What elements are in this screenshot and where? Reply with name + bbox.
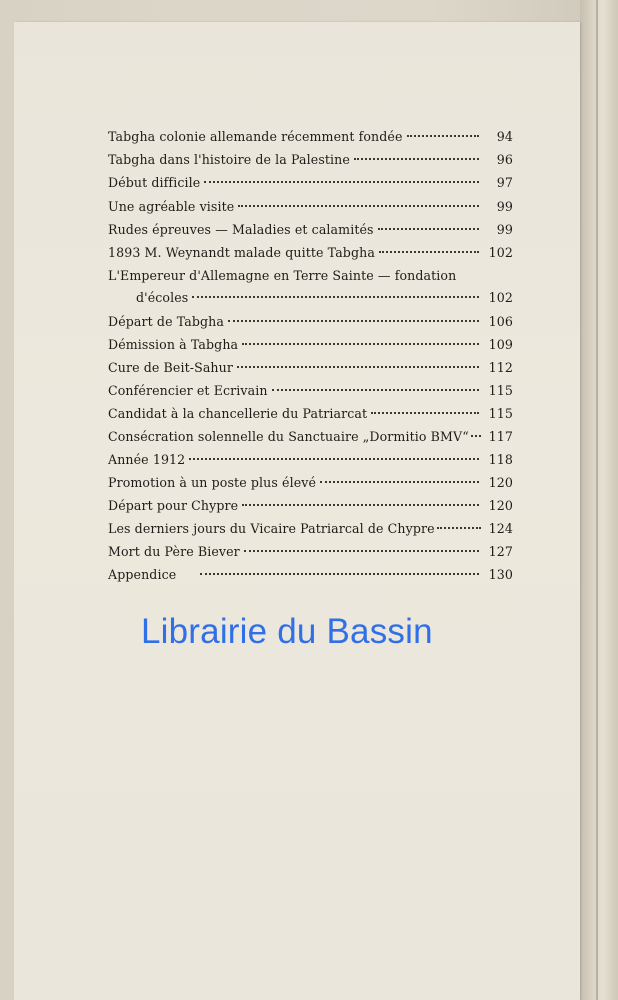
toc-entry-page: 115 — [488, 383, 513, 398]
toc-entry-page: 118 — [488, 452, 513, 467]
leader-dots — [471, 435, 481, 437]
toc-entry — [108, 175, 513, 191]
toc-entry — [108, 337, 513, 353]
toc-entry — [108, 360, 513, 376]
toc-entry-page: 99 — [496, 199, 513, 214]
toc-entry-page: 127 — [488, 544, 513, 559]
toc-entry — [108, 406, 513, 422]
toc-entry-title: Départ de Tabgha — [108, 314, 224, 329]
leader-dots — [272, 389, 479, 391]
toc-entry-page: 106 — [488, 314, 513, 329]
leader-dots — [242, 343, 479, 345]
toc-entry-title: Conférencier et Ecrivain — [108, 383, 268, 398]
leader-dots — [192, 296, 479, 298]
toc-entry-page: 124 — [488, 521, 513, 536]
leader-dots — [242, 504, 479, 506]
toc-entry-title: Cure de Beit-Sahur — [108, 360, 233, 375]
toc-entry-title: Année 1912 — [108, 452, 186, 467]
toc-entry-title: Mort du Père Biever — [108, 544, 240, 559]
toc-entry — [108, 245, 513, 261]
leader-dots — [407, 135, 479, 137]
toc-entry-title: Rudes épreuves — Maladies et calamités — [108, 222, 374, 237]
toc-entry-page: 112 — [488, 360, 513, 375]
toc-entry-page: 115 — [488, 406, 513, 421]
toc-entry-page: 117 — [488, 429, 513, 444]
leader-dots — [204, 181, 479, 183]
toc-entry — [108, 383, 513, 399]
leader-dots — [228, 320, 479, 322]
leader-dots — [379, 251, 479, 253]
toc-entry-page: 130 — [488, 567, 513, 582]
leader-dots — [371, 412, 479, 414]
toc-entry-title: Démission à Tabgha — [108, 337, 239, 352]
leader-dots — [244, 550, 479, 552]
toc-entry — [108, 268, 513, 306]
toc-entry — [108, 314, 513, 330]
toc-entry-page: 102 — [488, 245, 513, 260]
leader-dots — [238, 205, 479, 207]
leader-dots — [189, 458, 479, 460]
toc-entry — [108, 129, 513, 145]
toc-entry — [108, 567, 513, 583]
toc-entry-title: L'Empereur d'Allemagne en Terre Sainte — fondation — [108, 268, 457, 283]
toc-entry-title: Début difficile — [108, 175, 201, 190]
toc-entry-continuation: d'écoles — [136, 290, 189, 305]
leader-dots — [200, 573, 479, 575]
toc-entry — [108, 429, 513, 445]
toc-entry-page: 120 — [488, 475, 513, 490]
toc-entry-page: 120 — [488, 498, 513, 513]
book-edge — [580, 0, 618, 1000]
toc-entry — [108, 452, 513, 468]
leader-dots — [437, 527, 481, 529]
leader-dots — [378, 228, 479, 230]
toc-entry-page: 102 — [488, 290, 513, 305]
toc-entry-page: 99 — [496, 222, 513, 237]
toc-entry-title: Tabgha dans l'histoire de la Palestine — [108, 152, 350, 167]
toc-entry-page: 97 — [496, 175, 513, 190]
leader-dots — [354, 158, 479, 160]
toc-entry — [108, 199, 513, 215]
watermark-text: Librairie du Bassin — [141, 612, 433, 651]
toc-entry — [108, 475, 513, 491]
page-edge-line — [596, 0, 598, 1000]
toc-entry — [108, 222, 513, 238]
toc-entry-title: Consécration solennelle du Sanctuaire „Dormitio BMV“ — [108, 429, 469, 444]
toc-entry-title: Départ pour Chypre — [108, 498, 239, 513]
toc-entry-title: 1893 M. Weynandt malade quitte Tabgha — [108, 245, 375, 260]
toc-entry — [108, 152, 513, 168]
toc-entry — [108, 498, 513, 514]
toc-entry — [108, 521, 513, 537]
toc-entry-title: Tabgha colonie allemande récemment fondée — [108, 129, 403, 144]
leader-dots — [237, 366, 479, 368]
toc-entry-page: 96 — [496, 152, 513, 167]
toc-entry-title: Une agréable visite — [108, 199, 235, 214]
toc-entry-title: Promotion à un poste plus élevé — [108, 475, 317, 490]
toc-entry — [108, 544, 513, 560]
toc-entry-page: 109 — [488, 337, 513, 352]
leader-dots — [320, 481, 479, 483]
toc-entry-title: Appendice — [108, 567, 177, 582]
toc-entry-page: 94 — [496, 129, 513, 144]
toc-entry-title: Candidat à la chancellerie du Patriarcat — [108, 406, 368, 421]
toc-entry-title: Les derniers jours du Vicaire Patriarcal de Chypre — [108, 521, 435, 536]
